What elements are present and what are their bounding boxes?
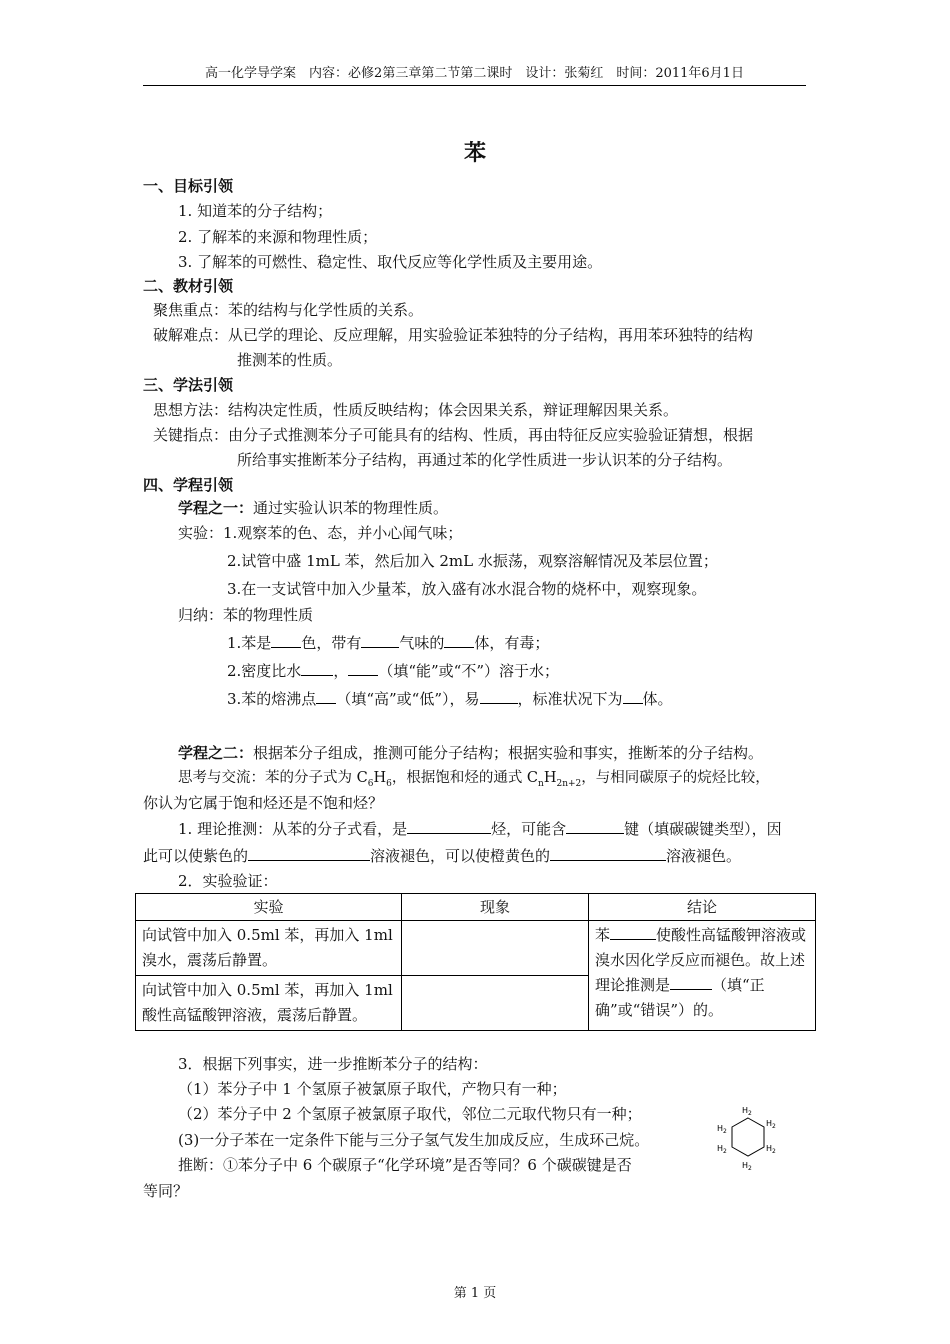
question-3 xyxy=(227,688,673,710)
q3-text-c: ，标准状况下为 xyxy=(517,690,623,708)
blank[interactable] xyxy=(407,818,491,834)
think-b: H xyxy=(373,770,387,786)
blank[interactable] xyxy=(623,688,643,704)
page-title: 苯 xyxy=(463,141,486,166)
th1-c: 键（填碳碳键类型），因 xyxy=(624,820,782,838)
verification-label: 2．实验验证： xyxy=(178,872,278,890)
process-1-label: 学程之一： xyxy=(178,499,254,517)
q1-text-d: 体，有毒； xyxy=(474,634,550,652)
question-1 xyxy=(227,632,549,654)
q1-text-b: 色，带有 xyxy=(301,634,362,652)
conclusion-cell xyxy=(589,921,816,1031)
th1-b: 烃，可能含 xyxy=(491,820,567,838)
header-conclusion: 结论 xyxy=(589,894,816,921)
q3-text-a: 3.苯的熔沸点 xyxy=(227,690,317,708)
key-line-1: 关键指点：由分子式推测苯分子可能具有的结构、性质，再由特征反应实验验证猜想，根据 xyxy=(153,426,754,444)
blank[interactable] xyxy=(566,818,624,834)
think-line-1 xyxy=(178,767,770,795)
focus-point: 聚焦重点：苯的结构与化学性质的关系。 xyxy=(153,301,424,319)
h2-label: $H_2$ xyxy=(742,1161,752,1172)
question-2 xyxy=(227,660,559,682)
blank[interactable] xyxy=(348,660,378,676)
experiment-3: 3.在一支试管中加入少量苯，放入盛有冰水混合物的烧杯中，观察现象。 xyxy=(227,580,707,598)
blank[interactable] xyxy=(480,688,518,704)
section-2-heading: 二、教材引领 xyxy=(143,277,234,295)
fact-2: （2）苯分子中 2 个氢原子被氯原子取代，邻位二元取代物只有一种； xyxy=(178,1105,642,1123)
header-experiment: 实验 xyxy=(136,894,402,921)
q3-text-b: （填“高”或“低”），易 xyxy=(336,690,480,708)
h2-label: $H_2$ xyxy=(717,1124,727,1135)
inference-line-1: 推断：①苯分子中 6 个碳原子“化学环境”是否等同？6 个碳碳键是否 xyxy=(178,1156,632,1174)
blank[interactable] xyxy=(248,845,370,861)
blank[interactable] xyxy=(610,924,656,940)
experiment-table xyxy=(135,893,816,1031)
theory-line-1 xyxy=(178,818,782,840)
concl-a: 苯 xyxy=(595,926,611,944)
difficulty-line-1: 破解难点：从已学的理论、反应理解，用实验验证苯独特的分子结构，再用苯环独特的结构 xyxy=(153,326,754,344)
sub: 2n+2 xyxy=(556,778,582,789)
h2-label: $H_2$ xyxy=(717,1144,727,1155)
blank[interactable] xyxy=(444,632,474,648)
think-c: ，根据饱和烃的通式 C xyxy=(391,770,539,786)
experiment-1: 实验：1.观察苯的色、态，并小心闻气味； xyxy=(178,524,463,542)
fact-1: （1）苯分子中 1 个氢原子被氯原子取代，产物只有一种； xyxy=(178,1080,567,1098)
h2-label: $H_2$ xyxy=(766,1144,776,1155)
q2-text-b: ， xyxy=(333,662,349,680)
phenomenon-cell-1[interactable] xyxy=(402,921,589,976)
blank[interactable] xyxy=(316,688,336,704)
think-line-2: 你认为它属于饱和烃还是不饱和烃？ xyxy=(143,794,384,812)
experiment-2: 2.试管中盛 1mL 苯，然后加入 2mL 水振荡，观察溶解情况及苯层位置； xyxy=(227,552,718,570)
page-footer: 第 1 页 xyxy=(453,1286,497,1301)
sub: 6 xyxy=(386,778,392,789)
page-header: 高一化学导学案 内容：必修2第三章第二节第二课时 设计：张菊红 时间：2011年6月1日 xyxy=(143,64,806,86)
think-e: ，与相同碳原子的烷烃比较， xyxy=(581,770,770,786)
h2-label: $H_2$ xyxy=(766,1119,776,1130)
q3-text-d: 体。 xyxy=(642,690,673,708)
method-line: 思想方法：结构决定性质，性质反映结构；体会因果关系，辩证理解因果关系。 xyxy=(153,401,679,419)
blank[interactable] xyxy=(271,632,301,648)
goal-item-2: 2. 了解苯的来源和物理性质； xyxy=(178,228,378,246)
th2-b: 溶液褪色，可以使橙黄色的 xyxy=(370,847,551,865)
th1-a: 1. 理论推测：从苯的分子式看，是 xyxy=(178,820,408,838)
fact-3: (3)一分子苯在一定条件下能与三分子氢气发生加成反应，生成环己烷。 xyxy=(178,1131,650,1149)
process-2-text: 根据苯分子组成，推测可能分子结构；根据实验和事实，推断苯的分子结构。 xyxy=(253,744,764,762)
think-d: H xyxy=(543,770,557,786)
th2-a: 此可以使紫色的 xyxy=(143,847,249,865)
sub: 6 xyxy=(367,778,374,789)
blank[interactable] xyxy=(550,845,666,861)
blank[interactable] xyxy=(361,632,399,648)
blank[interactable] xyxy=(670,974,712,990)
inference-line-2: 等同？ xyxy=(143,1182,189,1200)
process-2 xyxy=(178,742,763,764)
h2-label: $H_2$ xyxy=(742,1106,752,1117)
table-header-row xyxy=(136,894,816,921)
q2-text-a: 2.密度比水 xyxy=(227,662,302,680)
experiment-cell-2: 向试管中加入 0.5ml 苯，再加入 1ml 酸性高锰酸钾溶液，震荡后静置。 xyxy=(136,976,402,1031)
concl-c: （填“正确”或“错误”）的。 xyxy=(595,976,765,1019)
th2-c: 溶液褪色。 xyxy=(666,847,742,865)
section-4-heading: 四、学程引领 xyxy=(143,476,234,494)
process-2-label: 学程之二： xyxy=(178,744,254,762)
table-row xyxy=(136,921,816,976)
think-a: 思考与交流：苯的分子式为 C xyxy=(178,770,368,786)
summary-label: 归纳：苯的物理性质 xyxy=(178,606,314,624)
cyclohexane-structure xyxy=(712,1104,784,1180)
experiment-cell-1: 向试管中加入 0.5ml 苯，再加入 1ml 溴水，震荡后静置。 xyxy=(136,921,402,976)
section-3-heading: 三、学法引领 xyxy=(143,376,234,394)
process-1-text: 通过实验认识苯的物理性质。 xyxy=(253,499,449,517)
phenomenon-cell-2[interactable] xyxy=(402,976,589,1031)
q1-text-a: 1.苯是 xyxy=(227,634,272,652)
header-phenomenon: 现象 xyxy=(402,894,589,921)
process-1 xyxy=(178,497,448,519)
section-1-heading: 一、目标引领 xyxy=(143,177,234,195)
key-line-2: 所给事实推断苯分子结构，再通过苯的化学性质进一步认识苯的分子结构。 xyxy=(237,451,733,469)
sub: n xyxy=(538,778,544,789)
difficulty-line-2: 推测苯的性质。 xyxy=(237,351,343,369)
goal-item-1: 1. 知道苯的分子结构； xyxy=(178,202,333,220)
q1-text-c: 气味的 xyxy=(399,634,445,652)
concl-b: 使酸性高锰酸钾溶液或溴水因化学反应而褪色。故上述理论推测是 xyxy=(595,926,807,994)
theory-line-2 xyxy=(143,845,741,867)
goal-item-3: 3. 了解苯的可燃性、稳定性、取代反应等化学性质及主要用途。 xyxy=(178,253,603,271)
q2-text-c: （填“能”或“不”）溶于水； xyxy=(378,662,560,680)
blank[interactable] xyxy=(301,660,333,676)
fact-intro: 3．根据下列事实，进一步推断苯分子的结构： xyxy=(178,1055,488,1073)
